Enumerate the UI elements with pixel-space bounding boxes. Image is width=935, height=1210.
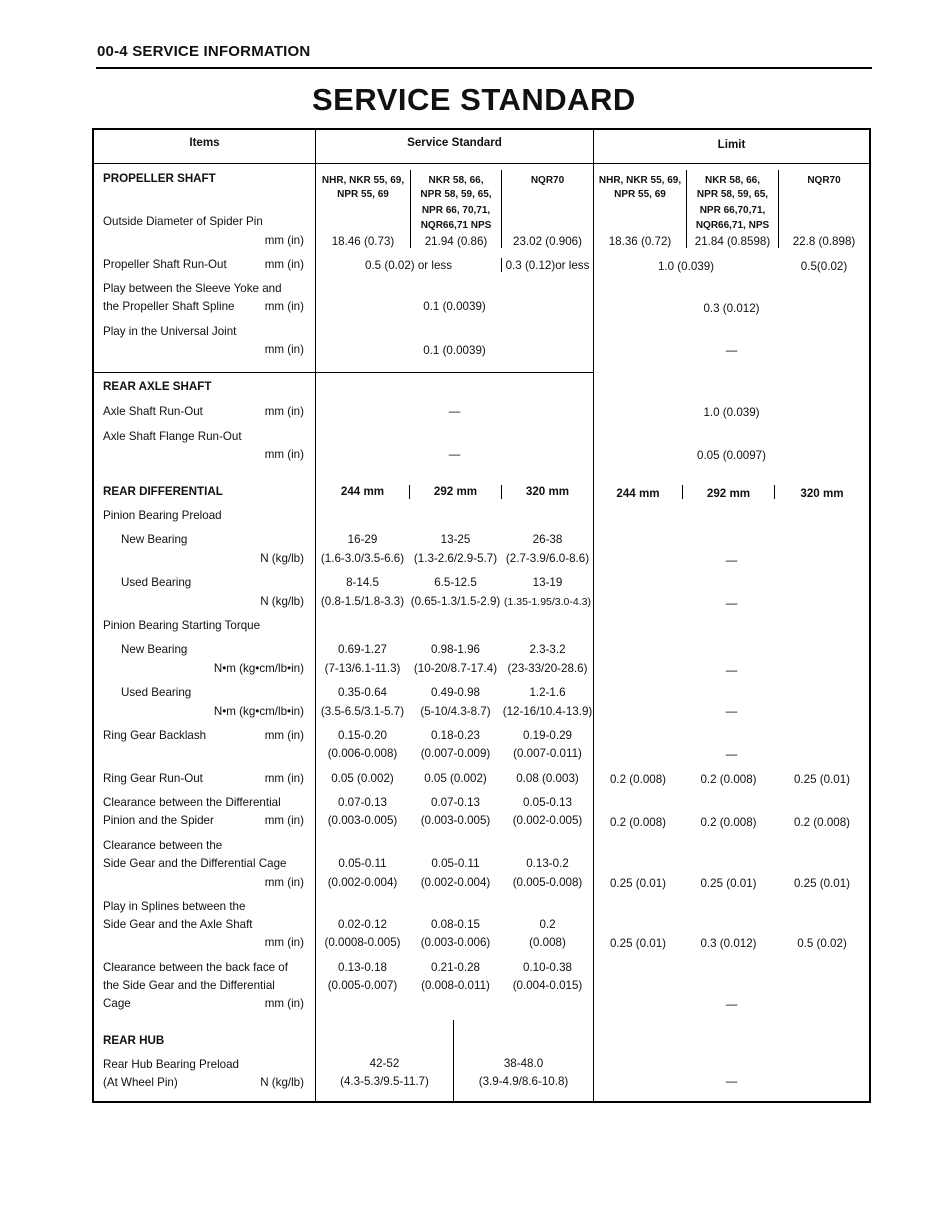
play-sleeve-std: 0.1 (0.0039) [423, 300, 486, 313]
new-bearing-label: New Bearing [121, 643, 188, 656]
preload-used: (0.8-1.5/1.8-3.3) [320, 595, 405, 608]
axle-runout-std: — [448, 405, 461, 418]
splines: 0.2 [539, 918, 556, 931]
ring-runout-limit: 0.2 (0.008) [700, 773, 757, 786]
clear-cage: 0.05-0.11 [431, 857, 480, 870]
model-e3: NPR 66,70,71, [699, 205, 766, 216]
diff-heading: REAR DIFFERENTIAL [103, 485, 223, 498]
new-bearing-label: New Bearing [121, 533, 188, 546]
backface: 0.10-0.38 [523, 961, 572, 974]
runout-limit: 1.0 (0.039) [657, 260, 715, 273]
play-uj-std: 0.1 (0.0039) [423, 344, 486, 357]
col-limit: Limit [717, 138, 746, 151]
torque-new: (7-13/6.1-11.3) [324, 662, 401, 675]
hub-preload-limit: — [725, 1075, 738, 1088]
clear-cage: 0.05-0.11 [338, 857, 387, 870]
clear-pinion: 0.07-0.13 [338, 796, 387, 809]
unit-nm: N•m (kg•cm/lb•in) [213, 662, 304, 675]
clear-cage-limit: 0.25 (0.01) [793, 877, 851, 890]
runout-std: 0.5 (0.02) or less [365, 259, 452, 272]
propeller-heading: PROPELLER SHAFT [103, 172, 216, 185]
torque-used: (5-10/4.3-8.7) [420, 705, 491, 718]
model-e2: NPR 58, 59, 65, [696, 189, 769, 200]
used-bearing-label: Used Bearing [121, 576, 192, 589]
preload-used: 6.5-12.5 [434, 576, 477, 589]
model-e1: NKR 58, 66, [704, 175, 761, 186]
used-bearing-label: Used Bearing [121, 686, 192, 699]
preload-used: 13-19 [532, 576, 563, 589]
torque-new: (23-33/20-28.6) [507, 662, 588, 675]
model-b3: NPR 66, 70,71, [421, 205, 491, 216]
play-uj-limit: — [725, 344, 738, 357]
backlash: 0.19-0.29 [523, 729, 572, 742]
model-b4: NQR66,71 NPS [420, 220, 492, 231]
ring-runout: 0.05 (0.002) [424, 772, 487, 785]
preload-new-limit: — [725, 554, 738, 567]
preload-new: 26-38 [532, 533, 563, 546]
model-b2: NPR 58, 59, 65, [420, 189, 492, 200]
hub-preload: 38-48.0 [503, 1057, 544, 1070]
preload-new: 16-29 [347, 533, 378, 546]
clear-pinion-limit: 0.2 (0.008) [609, 816, 667, 829]
backface: 0.13-0.18 [338, 961, 387, 974]
backlash-label: Ring Gear Backlash [103, 729, 207, 742]
size-320: 320 mm [525, 485, 570, 498]
clear-cage-label: Clearance between the [103, 839, 223, 852]
clear-pinion: (0.002-0.005) [512, 814, 583, 827]
clear-cage: 0.13-0.2 [526, 857, 569, 870]
torque-new: 0.69-1.27 [338, 643, 387, 656]
col-items: Items [189, 136, 220, 149]
clear-cage: (0.002-0.004) [420, 876, 491, 889]
torque-used: (3.5-6.5/3.1-5.7) [320, 705, 405, 718]
backface: 0.21-0.28 [431, 961, 480, 974]
backface-limit: — [725, 998, 738, 1011]
torque-used: 0.35-0.64 [338, 686, 387, 699]
torque-used: 1.2-1.6 [529, 686, 566, 699]
torque-new: 2.3-3.2 [529, 643, 566, 656]
play-sleeve-label: the Propeller Shaft Spline [103, 300, 235, 313]
torque-used-limit: — [725, 705, 738, 718]
torque-new: 0.98-1.96 [431, 643, 480, 656]
preload-new: (1.3-2.6/2.9-5.7) [413, 552, 498, 565]
splines-limit: 0.3 (0.012) [700, 937, 757, 950]
splines: 0.02-0.12 [338, 918, 387, 931]
unit: mm (in) [264, 448, 304, 461]
unit: mm (in) [264, 405, 304, 418]
backface-label: Clearance between the back face of [103, 961, 288, 974]
splines-limit: 0.25 (0.01) [609, 937, 667, 950]
axle-runout-label: Axle Shaft Run-Out [103, 405, 203, 418]
torque-new: (10-20/8.7-17.4) [413, 662, 498, 675]
clear-pinion: (0.003-0.005) [420, 814, 491, 827]
preload-new: (1.6-3.0/3.5-6.6) [320, 552, 405, 565]
preload-used: 8-14.5 [346, 576, 379, 589]
spider-val: 18.46 (0.73) [331, 235, 395, 248]
unit: mm (in) [264, 997, 304, 1010]
runout-std2: 0.3 (0.12)or less [505, 259, 590, 272]
hub-preload: 42-52 [369, 1057, 400, 1070]
unit: mm (in) [264, 343, 304, 356]
unit: mm (in) [264, 936, 304, 949]
page-title: SERVICE STANDARD [312, 82, 636, 117]
splines: 0.08-0.15 [431, 918, 480, 931]
model-d2: NPR 55, 69 [614, 189, 666, 200]
axle-runout-limit: 1.0 (0.039) [703, 406, 760, 419]
preload-new: (2.7-3.9/6.0-8.6) [505, 552, 590, 565]
backlash-limit: — [725, 748, 738, 761]
clear-pinion-label: Clearance between the Differential [103, 796, 281, 809]
clear-pinion: 0.07-0.13 [431, 796, 480, 809]
clear-pinion-label: Pinion and the Spider [103, 814, 214, 827]
size-292: 292 mm [706, 487, 751, 500]
clear-pinion: (0.003-0.005) [327, 814, 398, 827]
hub-preload: (3.9-4.9/8.6-10.8) [478, 1075, 569, 1088]
spider-limit: 21.84 (0.8598) [694, 235, 771, 248]
model-b1: NKR 58, 66, [428, 175, 484, 186]
axle-flange-std: — [448, 448, 461, 461]
backlash: 0.15-0.20 [338, 729, 387, 742]
unit-n: N (kg/lb) [260, 552, 304, 565]
unit-n: N (kg/lb) [260, 595, 304, 608]
unit-nm: N•m (kg•cm/lb•in) [213, 705, 304, 718]
spider-limit: 18.36 (0.72) [608, 235, 672, 248]
unit: mm (in) [264, 234, 304, 247]
hub-preload: (4.3-5.3/9.5-11.7) [340, 1075, 429, 1088]
clear-pinion-limit: 0.2 (0.008) [700, 816, 757, 829]
torque-new-limit: — [725, 664, 738, 677]
col-service-standard: Service Standard [407, 136, 502, 149]
size-244: 244 mm [340, 485, 385, 498]
clear-pinion-limit: 0.2 (0.008) [793, 816, 851, 829]
clear-cage-limit: 0.25 (0.01) [700, 877, 757, 890]
ring-runout: 0.05 (0.002) [331, 772, 394, 785]
unit: mm (in) [264, 729, 304, 742]
axle-flange-limit: 0.05 (0.0097) [697, 449, 766, 462]
clear-cage: (0.002-0.004) [327, 876, 398, 889]
model-d1: NHR, NKR 55, 69, [598, 175, 682, 186]
backface: (0.008-0.011) [421, 979, 490, 992]
backface: (0.005-0.007) [327, 979, 398, 992]
ring-runout: 0.08 (0.003) [516, 772, 579, 785]
unit: mm (in) [264, 300, 304, 313]
spider-val: 21.94 (0.86) [424, 235, 488, 248]
splines-label: Play in Splines between the [103, 900, 246, 913]
unit: mm (in) [264, 258, 304, 271]
runout-limit2: 0.5(0.02) [800, 260, 848, 273]
model-c: NQR70 [530, 175, 565, 186]
preload-used-limit: — [725, 597, 738, 610]
backface-label: Cage [103, 997, 131, 1010]
splines: (0.003-0.006) [420, 936, 491, 949]
unit: mm (in) [264, 772, 304, 785]
clear-cage-limit: 0.25 (0.01) [609, 877, 667, 890]
model-a1: NHR, NKR 55, 69, [321, 175, 405, 186]
torque-used: (12-16/10.4-13.9) [502, 705, 593, 718]
spider-label: Outside Diameter of Spider Pin [103, 215, 263, 228]
backface: (0.004-0.015) [512, 979, 583, 992]
splines-label: Side Gear and the Axle Shaft [103, 918, 253, 931]
hub-label: Rear Hub Bearing Preload [103, 1058, 239, 1071]
spider-limit: 22.8 (0.898) [792, 235, 856, 248]
preload-new: 13-25 [440, 533, 471, 546]
play-sleeve-label: Play between the Sleeve Yoke and [103, 282, 282, 295]
pinion-preload-label: Pinion Bearing Preload [103, 509, 222, 522]
model-a2: NPR 55, 69 [337, 189, 389, 200]
play-uj-label: Play in the Universal Joint [103, 325, 237, 338]
size-292: 292 mm [433, 485, 478, 498]
play-sleeve-limit: 0.3 (0.012) [703, 302, 760, 315]
splines-limit: 0.5 (0.02) [797, 937, 847, 950]
unit: mm (in) [264, 876, 304, 889]
preload-used: (0.65-1.3/1.5-2.9) [410, 595, 501, 608]
unit: mm (in) [264, 814, 304, 827]
backface-label: the Side Gear and the Differential [103, 979, 275, 992]
header-rule [96, 67, 872, 69]
clear-pinion: 0.05-0.13 [523, 796, 572, 809]
hub-label: (At Wheel Pin) [103, 1076, 178, 1089]
unit-n: N (kg/lb) [260, 1076, 304, 1089]
ring-runout-label: Ring Gear Run-Out [103, 772, 203, 785]
ring-runout-limit: 0.2 (0.008) [609, 773, 667, 786]
clear-cage-label: Side Gear and the Differential Cage [103, 857, 287, 870]
backlash: (0.007-0.011) [513, 747, 582, 760]
page-header: 00-4 SERVICE INFORMATION [97, 43, 311, 60]
backlash: 0.18-0.23 [431, 729, 480, 742]
model-e4: NQR66,71, NPS [695, 220, 770, 231]
axle-flange-label: Axle Shaft Flange Run-Out [103, 430, 242, 443]
ring-runout-limit: 0.25 (0.01) [793, 773, 851, 786]
hub-heading: REAR HUB [103, 1034, 165, 1047]
splines: (0.008) [529, 936, 566, 949]
size-244: 244 mm [616, 487, 660, 500]
axle-heading: REAR AXLE SHAFT [103, 380, 212, 393]
torque-used: 0.49-0.98 [431, 686, 480, 699]
preload-used: (1.35-1.95/3.0-4.3) [504, 596, 591, 608]
model-f: NQR70 [807, 175, 841, 186]
spider-val: 23.02 (0.906) [513, 235, 582, 248]
size-320: 320 mm [800, 487, 844, 500]
backlash: (0.006-0.008) [327, 747, 398, 760]
backlash: (0.007-0.009) [420, 747, 491, 760]
runout-label: Propeller Shaft Run-Out [103, 258, 227, 271]
splines: (0.0008-0.005) [324, 936, 401, 949]
starting-torque-label: Pinion Bearing Starting Torque [103, 619, 261, 632]
clear-cage: (0.005-0.008) [512, 876, 583, 889]
